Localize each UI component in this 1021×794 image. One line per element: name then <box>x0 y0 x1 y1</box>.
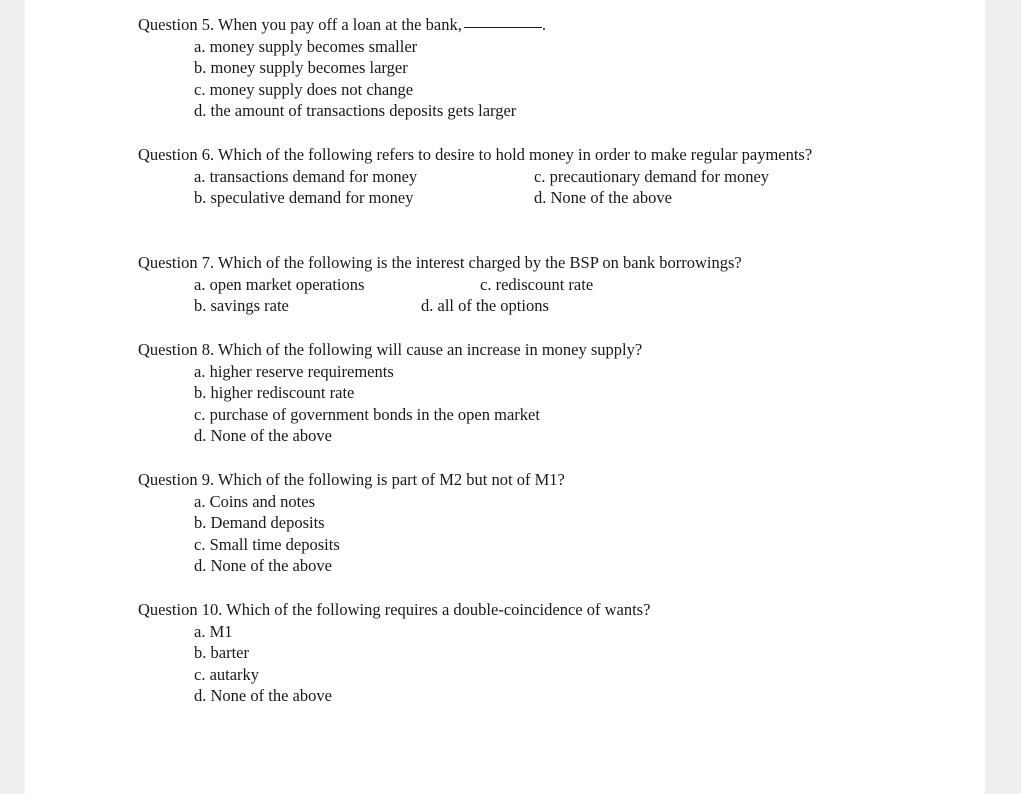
question-5 <box>138 14 546 122</box>
option-b: b. higher rediscount rate <box>194 383 355 403</box>
option-a: a. money supply becomes smaller <box>194 36 418 56</box>
option-b: b. Demand deposits <box>194 513 325 533</box>
question-9 <box>138 469 565 577</box>
option-a: a. higher reserve requirements <box>194 361 394 381</box>
option-d: d. all of the options <box>421 296 549 316</box>
question-10-options <box>138 621 650 707</box>
option-b: b. speculative demand for money <box>194 188 414 208</box>
question-10-stem: Question 10. Which of the following requires a double-coincidence of wants? <box>138 600 651 619</box>
option-c: c. purchase of government bonds in the open market <box>194 404 540 424</box>
question-6-option-row-1 <box>138 166 838 188</box>
question-8-stem: Question 8. Which of the following will cause an increase in money supply? <box>138 340 643 359</box>
option-a: a. transactions demand for money <box>194 166 418 186</box>
question-10 <box>138 599 650 707</box>
answer-blank <box>464 26 542 28</box>
option-b: b. money supply becomes larger <box>194 58 408 78</box>
question-5-text: Question 5. When you pay off a loan at the bank, <box>138 15 462 34</box>
option-c: c. precautionary demand for money <box>534 166 770 186</box>
option-d: d. None of the above <box>534 188 672 208</box>
option-b: b. barter <box>194 643 249 663</box>
option-a: a. open market operations <box>194 274 365 294</box>
question-6-option-row-2 <box>138 187 838 209</box>
question-9-stem: Question 9. Which of the following is part of M2 but not of M1? <box>138 470 565 489</box>
option-a: a. Coins and notes <box>194 491 315 511</box>
question-6 <box>138 144 838 209</box>
option-a: a. M1 <box>194 621 233 641</box>
question-7 <box>138 252 742 317</box>
question-5-options <box>138 36 546 122</box>
option-d: d. the amount of transactions deposits gets larger <box>194 101 517 121</box>
option-d: d. None of the above <box>194 556 332 576</box>
question-5-stem-end: . <box>541 15 546 34</box>
option-c: c. rediscount rate <box>480 274 594 294</box>
question-8 <box>138 339 642 447</box>
option-c: c. autarky <box>194 664 260 684</box>
question-9-options <box>138 491 565 577</box>
question-6-stem: Question 6. Which of the following refers to desire to hold money in order to make regular payments? <box>138 145 813 164</box>
option-c: c. money supply does not change <box>194 79 414 99</box>
question-7-stem: Question 7. Which of the following is the interest charged by the BSP on bank borrowings? <box>138 253 742 272</box>
option-c: c. Small time deposits <box>194 534 340 554</box>
option-d: d. None of the above <box>194 426 332 446</box>
option-d: d. None of the above <box>194 686 332 706</box>
question-7-option-row-2 <box>138 295 742 317</box>
document-page <box>25 0 985 794</box>
option-b: b. savings rate <box>194 296 289 316</box>
question-8-options <box>138 361 642 447</box>
question-7-option-row-1 <box>138 274 742 296</box>
question-5-stem <box>138 14 546 36</box>
